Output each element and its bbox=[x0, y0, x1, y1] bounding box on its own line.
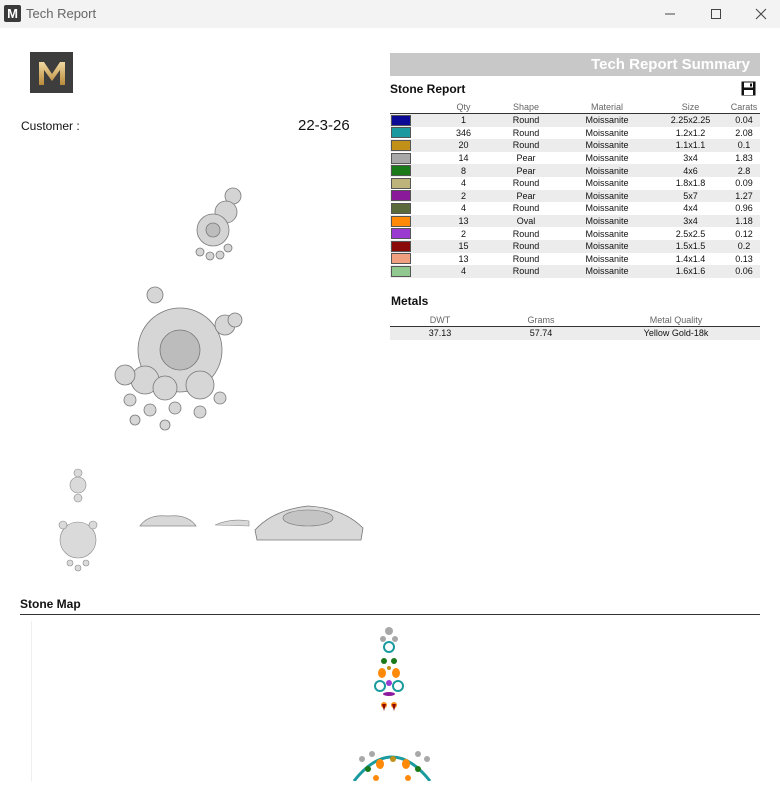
stone-shape-cell: Round bbox=[512, 253, 540, 264]
column-header-grams: Grams bbox=[490, 314, 592, 327]
stone-qty-cell: 4 bbox=[460, 203, 466, 214]
stone-material-cell: Moissanite bbox=[585, 153, 629, 164]
stone-color-swatch bbox=[391, 140, 411, 151]
metal-quality-cell: Yellow Gold-18k bbox=[592, 327, 760, 340]
table-row bbox=[390, 327, 760, 340]
stone-size-cell: 4x4 bbox=[683, 203, 698, 214]
report-date: 22-3-26 bbox=[298, 117, 350, 134]
stone-color-swatch bbox=[391, 228, 411, 239]
column-header-metal-quality: Metal Quality bbox=[592, 314, 760, 327]
front-view-thumbnail bbox=[55, 465, 103, 575]
stone-material-cell: Moissanite bbox=[561, 215, 653, 228]
stone-carats-cell: 2.08 bbox=[735, 127, 753, 138]
metals-table bbox=[390, 314, 760, 340]
minimize-icon bbox=[665, 9, 675, 19]
stone-color-swatch bbox=[391, 253, 411, 264]
stone-shape-cell: Pear bbox=[491, 190, 561, 203]
column-header-qty: Qty bbox=[436, 101, 491, 114]
stone-size-cell: 1.1x1.1 bbox=[653, 139, 728, 152]
stone-shape-cell: Pear bbox=[516, 153, 536, 164]
stone-color-swatch bbox=[391, 178, 411, 189]
side-view-thumbnail bbox=[138, 510, 198, 532]
stone-shape-cell: Oval bbox=[491, 215, 561, 228]
stone-color-cell bbox=[390, 227, 436, 240]
stone-qty-cell: 4 bbox=[436, 265, 491, 278]
stone-material-cell: Moissanite bbox=[561, 190, 653, 203]
stone-color-swatch bbox=[391, 241, 411, 252]
column-header-size: Size bbox=[653, 101, 728, 114]
stone-color-swatch bbox=[391, 216, 411, 227]
table-row bbox=[390, 253, 760, 266]
stone-size-cell: 5x7 bbox=[653, 190, 728, 203]
stone-carats-cell: 1.18 bbox=[728, 215, 760, 228]
stone-size-cell: 2.5x2.5 bbox=[675, 228, 706, 239]
stone-shape-cell: Round bbox=[512, 127, 540, 138]
stone-map-diagram bbox=[32, 621, 761, 781]
stone-qty-cell: 346 bbox=[455, 127, 472, 138]
table-row bbox=[390, 202, 760, 215]
stone-qty-cell: 13 bbox=[458, 253, 469, 264]
stone-material-cell: Moissanite bbox=[561, 164, 653, 177]
stone-qty-cell: 1 bbox=[436, 114, 491, 127]
pendant-render-image bbox=[105, 280, 250, 435]
logo-m-mark bbox=[37, 59, 67, 87]
stone-report-header-row bbox=[390, 101, 760, 114]
stone-size-cell: 3x4 bbox=[683, 153, 698, 164]
stone-color-cell bbox=[390, 139, 436, 152]
stone-shape-cell: Pear bbox=[491, 164, 561, 177]
stone-qty-cell: 2 bbox=[436, 190, 491, 203]
stone-qty-cell: 2 bbox=[460, 228, 466, 239]
stone-qty-cell: 13 bbox=[436, 215, 491, 228]
stone-size-cell: 1.2x1.2 bbox=[675, 127, 706, 138]
table-row bbox=[390, 215, 760, 228]
table-row bbox=[390, 240, 760, 253]
stone-color-swatch bbox=[391, 115, 411, 126]
stone-map-divider bbox=[20, 614, 760, 615]
stone-color-cell bbox=[390, 253, 436, 266]
table-row bbox=[390, 177, 760, 190]
table-row bbox=[390, 152, 760, 165]
column-header-color bbox=[390, 101, 436, 114]
stone-shape-cell: Round bbox=[491, 114, 561, 127]
stone-carats-cell: 0.06 bbox=[728, 265, 760, 278]
stone-size-cell: 1.4x1.4 bbox=[675, 253, 706, 264]
table-row bbox=[390, 164, 760, 177]
stone-color-cell bbox=[390, 190, 436, 203]
stone-qty-cell: 4 bbox=[460, 178, 466, 189]
column-header-carats: Carats bbox=[728, 101, 760, 114]
stone-carats-cell: 0.2 bbox=[728, 240, 760, 253]
stone-color-cell bbox=[390, 164, 436, 177]
table-row bbox=[390, 265, 760, 278]
stone-size-cell: 1.5x1.5 bbox=[653, 240, 728, 253]
stone-color-swatch bbox=[391, 165, 411, 176]
stone-material-cell: Moissanite bbox=[585, 127, 629, 138]
stone-shape-cell: Round bbox=[512, 228, 540, 239]
stone-color-cell bbox=[390, 177, 436, 190]
metals-header-row bbox=[390, 314, 760, 327]
table-row bbox=[390, 190, 760, 203]
stone-carats-cell: 1.27 bbox=[728, 190, 760, 203]
summary-header: Tech Report Summary bbox=[390, 53, 760, 76]
stone-color-swatch bbox=[391, 190, 411, 201]
stone-carats-cell: 0.09 bbox=[735, 178, 753, 189]
window-titlebar bbox=[0, 0, 780, 28]
stone-shape-cell: Round bbox=[512, 203, 540, 214]
close-icon bbox=[755, 8, 767, 20]
stone-qty-cell: 14 bbox=[458, 153, 469, 164]
stone-qty-cell: 20 bbox=[436, 139, 491, 152]
stone-carats-cell: 0.13 bbox=[735, 253, 753, 264]
stone-carats-cell: 2.8 bbox=[728, 164, 760, 177]
stone-material-cell: Moissanite bbox=[561, 139, 653, 152]
stone-carats-cell: 1.83 bbox=[735, 153, 753, 164]
table-row bbox=[390, 114, 760, 127]
stone-color-cell bbox=[390, 215, 436, 228]
table-row bbox=[390, 139, 760, 152]
metals-title: Metals bbox=[391, 294, 429, 308]
stone-qty-cell: 8 bbox=[436, 164, 491, 177]
stone-color-cell bbox=[390, 202, 436, 215]
metal-dwt-cell: 37.13 bbox=[390, 327, 490, 340]
column-header-material: Material bbox=[561, 101, 653, 114]
customer-label: Customer : bbox=[21, 119, 80, 133]
stone-carats-cell: 0.1 bbox=[728, 139, 760, 152]
stone-map-panel bbox=[31, 621, 761, 781]
stone-material-cell: Moissanite bbox=[585, 228, 629, 239]
app-icon: M bbox=[4, 5, 21, 22]
stone-material-cell: Moissanite bbox=[561, 114, 653, 127]
save-icon[interactable] bbox=[741, 81, 756, 96]
column-header-shape: Shape bbox=[491, 101, 561, 114]
company-logo bbox=[30, 52, 73, 93]
stone-report-title: Stone Report bbox=[390, 82, 466, 96]
stone-carats-cell: 0.96 bbox=[735, 203, 753, 214]
stone-size-cell: 2.25x2.25 bbox=[653, 114, 728, 127]
metal-grams-cell: 57.74 bbox=[490, 327, 592, 340]
maximize-icon bbox=[711, 9, 721, 19]
stone-shape-cell: Round bbox=[491, 240, 561, 253]
stone-color-cell bbox=[390, 152, 436, 165]
window-title: Tech Report bbox=[26, 6, 97, 21]
stone-carats-cell: 0.12 bbox=[735, 228, 753, 239]
stone-size-cell: 1.6x1.6 bbox=[653, 265, 728, 278]
stone-color-cell bbox=[390, 240, 436, 253]
column-header-dwt: DWT bbox=[390, 314, 490, 327]
maximize-button[interactable] bbox=[693, 0, 738, 28]
perspective-view-thumbnail bbox=[253, 500, 365, 545]
stone-color-swatch bbox=[391, 266, 411, 277]
stone-color-cell bbox=[390, 127, 436, 140]
stone-color-cell bbox=[390, 114, 436, 127]
side-view-thumbnail-small bbox=[213, 515, 251, 529]
stone-shape-cell: Round bbox=[512, 178, 540, 189]
stone-material-cell: Moissanite bbox=[585, 178, 629, 189]
stone-shape-cell: Round bbox=[491, 265, 561, 278]
stone-color-swatch bbox=[391, 127, 411, 138]
table-row bbox=[390, 127, 760, 140]
stone-qty-cell: 15 bbox=[436, 240, 491, 253]
minimize-button[interactable] bbox=[647, 0, 692, 28]
earring-render-image bbox=[188, 182, 256, 272]
table-row bbox=[390, 227, 760, 240]
stone-material-cell: Moissanite bbox=[585, 253, 629, 264]
stone-carats-cell: 0.04 bbox=[728, 114, 760, 127]
stone-size-cell: 1.8x1.8 bbox=[675, 178, 706, 189]
stone-size-cell: 4x6 bbox=[653, 164, 728, 177]
stone-color-swatch bbox=[391, 203, 411, 214]
stone-material-cell: Moissanite bbox=[561, 265, 653, 278]
stone-material-cell: Moissanite bbox=[585, 203, 629, 214]
stone-shape-cell: Round bbox=[491, 139, 561, 152]
stone-size-cell: 3x4 bbox=[653, 215, 728, 228]
stone-material-cell: Moissanite bbox=[561, 240, 653, 253]
stone-color-swatch bbox=[391, 153, 411, 164]
stone-map-title: Stone Map bbox=[20, 597, 81, 611]
close-button[interactable] bbox=[738, 0, 780, 28]
stone-report-table bbox=[390, 101, 760, 278]
stone-color-cell bbox=[390, 265, 436, 278]
